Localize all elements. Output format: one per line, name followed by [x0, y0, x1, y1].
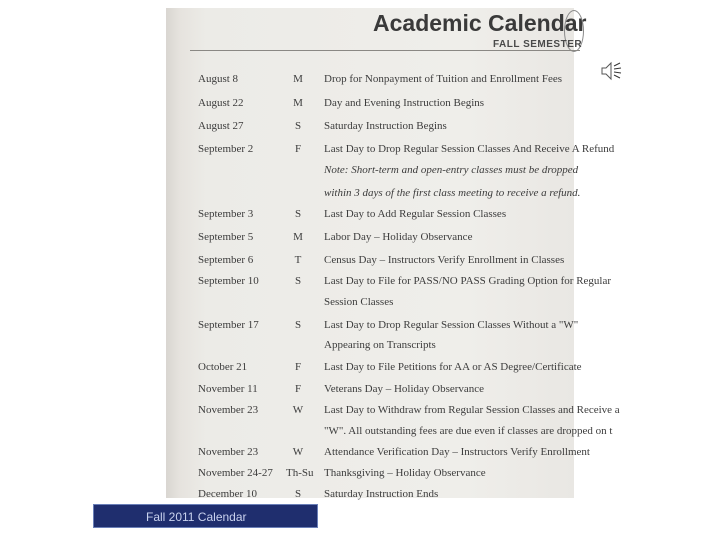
- calendar-row: [166, 117, 574, 137]
- semester-label: FALL SEMESTER: [493, 39, 583, 50]
- calendar-row: [166, 380, 574, 400]
- row-event: within 3 days of the first class meeting to receive a refund.: [324, 187, 581, 199]
- row-event: Attendance Verification Day – Instructors Verify Enrollment: [324, 446, 590, 458]
- row-event: Veterans Day – Holiday Observance: [324, 383, 485, 395]
- calendar-row: [166, 228, 574, 248]
- row-event: Session Classes: [324, 296, 394, 308]
- row-date: November 23: [198, 404, 259, 416]
- row-event: Saturday Instruction Begins: [324, 120, 447, 132]
- speaker-icon[interactable]: [598, 58, 624, 84]
- row-date: September 6: [198, 254, 254, 266]
- page-title: Academic Calendar: [373, 10, 587, 36]
- row-weekday: S: [294, 488, 302, 500]
- row-event: Thanksgiving – Holiday Observance: [324, 467, 486, 479]
- calendar-row: [166, 316, 579, 336]
- calendar-row: [166, 140, 615, 160]
- row-weekday: W: [292, 404, 304, 416]
- calendar-row: [166, 272, 612, 292]
- row-weekday: M: [293, 231, 303, 243]
- row-date: August 27: [198, 120, 244, 132]
- calendar-row: [166, 336, 574, 356]
- calendar-row: [166, 94, 574, 114]
- row-date: September 17: [198, 319, 259, 331]
- calendar-row: [166, 464, 574, 484]
- row-weekday: M: [293, 97, 303, 109]
- row-weekday: S: [294, 275, 302, 287]
- row-weekday: S: [294, 120, 302, 132]
- header-divider: [190, 50, 580, 51]
- calendar-row: [166, 184, 581, 204]
- row-date: November 23: [198, 446, 259, 458]
- row-weekday: F: [294, 383, 302, 395]
- row-weekday: S: [294, 319, 302, 331]
- row-date: August 8: [198, 73, 239, 85]
- row-date: November 24-27: [198, 467, 273, 479]
- row-event: Last Day to File for PASS/NO PASS Grading Option for Regular: [324, 275, 612, 287]
- row-date: August 22: [198, 97, 244, 109]
- row-date: September 2: [198, 143, 254, 155]
- row-weekday: Th-Su: [286, 467, 314, 479]
- row-event: Last Day to Drop Regular Session Classes And Receive A Refund: [324, 143, 615, 155]
- row-date: September 5: [198, 231, 254, 243]
- calendar-scan-image: [166, 8, 620, 500]
- calendar-row: [166, 443, 590, 463]
- row-date: September 3: [198, 208, 254, 220]
- calendar-row: [166, 485, 574, 505]
- calendar-row: [166, 251, 574, 271]
- row-event: Drop for Nonpayment of Tuition and Enrollment Fees: [324, 73, 563, 85]
- slide-caption-text: Fall 2011 Calendar: [146, 510, 247, 524]
- row-date: September 10: [198, 275, 259, 287]
- row-event: "W". All outstanding fees are due even if classes are dropped on t: [324, 425, 613, 437]
- calendar-row: [166, 205, 574, 225]
- row-event: Last Day to Withdraw from Regular Session Classes and Receive a: [324, 404, 620, 416]
- row-date: October 21: [198, 361, 248, 373]
- row-event: Labor Day – Holiday Observance: [324, 231, 473, 243]
- calendar-row: [166, 401, 620, 421]
- row-weekday: F: [294, 361, 302, 373]
- row-event: Saturday Instruction Ends: [324, 488, 439, 500]
- row-weekday: T: [294, 254, 302, 266]
- row-event: Last Day to Add Regular Session Classes: [324, 208, 507, 220]
- row-event: Appearing on Transcripts: [324, 339, 436, 351]
- calendar-row: [166, 161, 579, 181]
- row-date: December 10: [198, 488, 257, 500]
- row-event: Note: Short-term and open-entry classes must be dropped: [324, 164, 579, 176]
- row-event: Day and Evening Instruction Begins: [324, 97, 485, 109]
- row-event: Last Day to File Petitions for AA or AS Degree/Certificate: [324, 361, 582, 373]
- calendar-row: [166, 70, 574, 90]
- calendar-row: [166, 422, 613, 442]
- row-weekday: W: [292, 446, 304, 458]
- calendar-row: [166, 293, 574, 313]
- row-date: November 11: [198, 383, 258, 395]
- row-weekday: M: [293, 73, 303, 85]
- row-weekday: S: [294, 208, 302, 220]
- row-event: Last Day to Drop Regular Session Classes Without a "W": [324, 319, 579, 331]
- slide-caption-bar: [93, 504, 318, 528]
- row-event: Census Day – Instructors Verify Enrollment in Classes: [324, 254, 565, 266]
- row-weekday: F: [294, 143, 302, 155]
- calendar-row: [166, 358, 582, 378]
